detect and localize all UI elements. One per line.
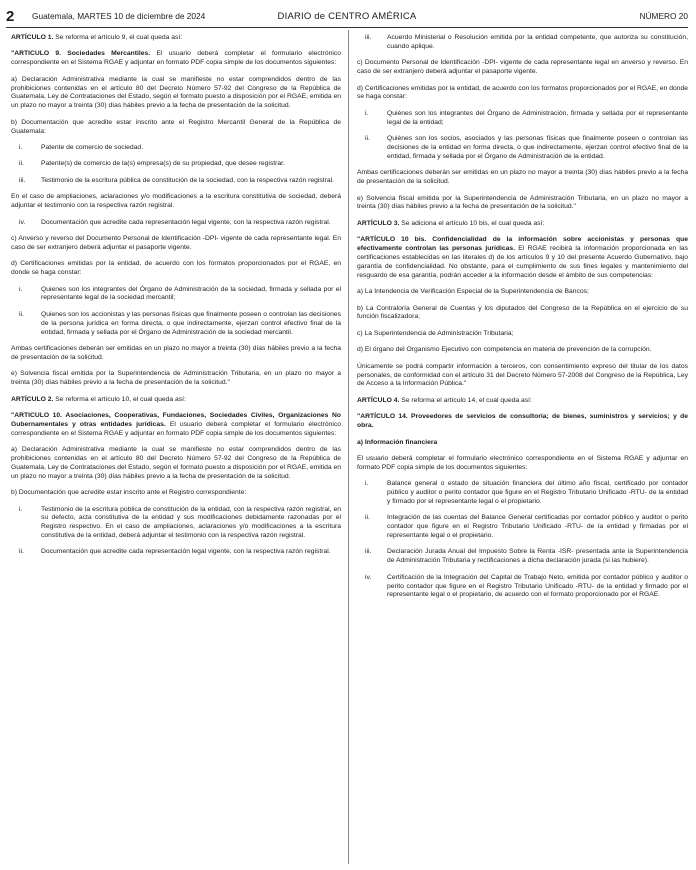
paragraph: Únicamente se podrá compartir información a terceros, con consentimiento expreso del titular de los datos personales, de conformidad con el artículo 31 del Decreto Número 57-2008 del Congreso de la República, Ley de Acceso a la Información Pública."	[357, 362, 688, 388]
article-10-bis-text: "ARTÍCULO 10 bis. Confidencialidad de la información sobre accionistas y personas que efectivamente controlan las personas jurídicas. El RGAE recibirá la información proporcionada en las certificaciones establecidas en las literales d) de los artículos 9 y 10 del presente Acuerdo Gubernativo, bajo garantía de confidencialidad. No obstante, para el cumplimiento de sus fines legales y mantenimiento del resguardo de esa garantía, podrán acceder a la información desde el ámbito de sus competencias:	[357, 236, 688, 279]
paragraph: Ambas certificaciones deberán ser emitidas en un plazo no mayor a treinta (30) días hábiles previo a la fecha de presentación de la solicitud.	[357, 169, 688, 186]
financial-info-heading: a) Información financiera	[357, 438, 438, 446]
newspaper-title: DIARIO de CENTRO AMÉRICA	[277, 10, 417, 22]
paragraph: e) Solvencia fiscal emitida por la Superintendencia de Administración Tributaria, en un plazo no mayor a treinta (30) días hábiles previo a la fecha de presentación de la solicitud."	[11, 370, 341, 387]
list-item: i. Patente de comercio de sociedad.	[19, 143, 144, 151]
header-rule	[6, 27, 688, 28]
list-item: iii. Acuerdo Ministerial o Resolución emitida por la entidad competente, que autoriza su constitución, cuando aplique.	[365, 34, 688, 50]
paragraph: d) Certificaciones emitidas por la entidad, de acuerdo con los formatos proporcionados por el RGAE, en donde se haga constar:	[357, 84, 688, 101]
list-item: i. Balance general o estado de situación financiera del último año fiscal, certificado por contador público y auditor o perito contador que figure en el Registro Tributario Unificado -RTU- de la entidad y firmado por el representante legal o el propietario.	[365, 480, 688, 505]
paragraph: c) Anverso y reverso del Documento Personal de Identificación -DPI- vigente de cada representante legal. En caso de ser extranjero deberá adjuntar el pasaporte vigente.	[11, 235, 341, 251]
list-item: iv. Documentación que acredite cada representación legal vigente, con la respectiva razón registral.	[19, 218, 331, 226]
paragraph: a) La Intendencia de Verificación Especial de la Superintendencia de Bancos;	[357, 288, 589, 296]
article-10-text: "ARTICULO 10. Asociaciones, Cooperativas, Fundaciones, Sociedades Civiles, Organizaciones No Gubernamentales y otras entidades jurídicas. El usuario deberá completar el formulario electrónico correspondiente en el Sistema RGAE y adjuntar en formato PDF copia simple de los documentos siguientes:	[11, 411, 341, 437]
list-item: i. Quiénes son los integrantes del Órgano de Administración, firmada y sellada por el representante legal de la entidad;	[365, 109, 688, 126]
paragraph: b) La Contraloría General de Cuentas y los diputados del Congreso de la República en el ejercicio de su función fiscalizadora;	[357, 304, 688, 321]
paragraph: d) El órgano del Organismo Ejecutivo con competencia en materia de prevención de la corrupción.	[357, 346, 652, 354]
article-1-heading: ARTÍCULO 1. Se reforma el artículo 9, el cual queda así:	[11, 34, 183, 41]
list-item: ii. Quiénes son los socios, asociados y las personas físicas que finalmente poseen o controlan las decisiones de la entidad en forma directa, o que indirectamente, ejerzan control efectivo final de la entidad, firmada y sellada por el Órgano de Administración de la entidad.	[365, 135, 688, 160]
list-item: iii. Testimonio de la escritura pública de constitución de la sociedad, con la respectiva razón registral.	[19, 176, 335, 184]
paragraph: b) Documentación que acredite estar inscrito ante el Registro correspondiente:	[11, 489, 247, 497]
paragraph: c) La Superintendencia de Administración Tributaria;	[357, 329, 514, 337]
article-3-heading: ARTÍCULO 3. Se adiciona el artículo 10 bis, el cual queda así:	[357, 219, 545, 227]
list-item: iv. Certificación de la Integración del Capital de Trabajo Neto, emitida por contador público y auditor o perito contador que figure en el Registro Tributario Unificado -RTU- de la entidad y firmado por el representante legal o el propietario, de acuerdo con el formato proporcionado por el RGAE.	[365, 573, 688, 599]
list-item: ii. Documentación que acredite cada representación legal vigente, con la respectiva razón registral.	[19, 548, 331, 556]
paragraph: a) Declaración Administrativa mediante la cual se manifieste no estar comprendidos dentro de las prohibiciones contenidas en el artículo 80 del Decreto Número 57-92 del Congreso de la República de Guatemala, Ley de Contrataciones del Estado, según el formato puesto a disposición por el RGAE, emitida en un plazo no mayor a treinta (30) días hábiles previo a la fecha de presentación de la solicitud.	[11, 75, 341, 110]
list-item: ii. Quienes son los accionistas y las personas físicas que finalmente poseen o controlan las decisiones de la persona jurídica en forma directa, o que indirectamente, ejerzan control efectivo final de la entidad, firmada y sellada por el Órgano de Administración de la sociedad mercantil.	[19, 310, 341, 336]
article-14-heading: "ARTÍCULO 14. Proveedores de servicios de consultoría; de bienes, suministros y servicios; y de obra.	[357, 413, 688, 430]
left-column	[11, 34, 341, 565]
list-item: ii. Integración de las cuentas del Balance General certificadas por contador público y auditor o perito contador que figure en el Registro Tributario Unificado -RTU- de la entidad y firmadas por el representante legal o el propietario.	[365, 514, 688, 540]
column-divider	[348, 30, 349, 864]
paragraph: b) Documentación que acredite estar inscrito ante el Registro Mercantil General de la República de Guatemala:	[11, 118, 341, 135]
paragraph: Ambas certificaciones deberán ser emitidas en un plazo no mayor a treinta (30) días hábiles previo a la fecha de presentación de la solicitud.	[11, 344, 341, 361]
paragraph: En el caso de ampliaciones, aclaraciones y/o modificaciones a la escritura constitutiva de sociedad, deberá adjuntar el testimonio con la respectiva razón registral.	[11, 193, 341, 210]
issue-date: Guatemala, MARTES 10 de diciembre de 2024	[32, 11, 206, 21]
page-number: 2	[6, 7, 15, 25]
article-9-text: "ARTICULO 9. Sociedades Mercantiles. El usuario deberá completar el formulario electrónico correspondiente en el Sistema RGAE y adjuntar en formato PDF copia simple de los documentos siguientes:	[11, 50, 341, 67]
list-item: ii. Patente(s) de comercio de la(s) empresa(s) de su propiedad, que desee registrar.	[19, 160, 285, 168]
paragraph: d) Certificaciones emitidas por la entidad, de acuerdo con los formatos proporcionados por el RGAE, en donde se haga constar:	[11, 260, 341, 277]
issue-number: NÚMERO 20	[639, 11, 688, 21]
list-item: i. Quienes son los integrantes del Órgano de Administración de la sociedad, firmada y sellada por el representante legal de la sociedad mercantil;	[19, 285, 341, 302]
page-header	[6, 6, 688, 26]
paragraph: El usuario deberá completar el formulario electrónico correspondiente en el Sistema RGAE y adjuntar en formato PDF copia simple de los documentos siguientes:	[357, 454, 688, 471]
paragraph: c) Documento Personal de Identificación -DPI- vigente de cada representante legal en anverso y reverso. En caso de ser extranjero deberá adjuntar el pasaporte vigente.	[357, 59, 688, 76]
list-item: iii. Declaración Jurada Anual del Impuesto Sobre la Renta -ISR- presentada ante la Superintendencia de Administración Tributaria y rectificaciones a dicha declaración jurada (si las hubiere).	[365, 548, 688, 565]
right-column	[357, 34, 688, 608]
list-item: i. Testimonio de la escritura pública de constitución de la entidad, con la respectiva razón registral, en su defecto, acta constitutiva de la entidad y sus modificaciones debidamente razonadas por el Registro respectivo. En el caso de ampliaciones, aclaraciones y/o modificaciones a la escritura constitutiva de la entidad, deberá adjuntar el testimonio con la respectiva razón registral.	[19, 505, 341, 540]
article-2-heading: ARTÍCULO 2. Se reforma el artículo 10, el cual queda así:	[11, 395, 186, 403]
paragraph: e) Solvencia fiscal emitida por la Superintendencia de Administración Tributaria, en un plazo no mayor a treinta (30) días hábiles previo a la fecha de presentación de la solicitud."	[357, 194, 688, 211]
article-4-heading: ARTÍCULO 4. Se reforma el artículo 14, el cual queda así:	[357, 396, 532, 404]
paragraph: a) Declaración Administrativa mediante la cual se manifieste no estar comprendidos dentro de las prohibiciones contenidas en el artículo 80 del Decreto Número 57-92 del Congreso de la República de Guatemala, Ley de Contrataciones del Estado, según el formato puesto a disposición por el RGAE, emitida en un plazo no mayor a treinta (30) días hábiles previo a la fecha de presentación de la solicitud.	[11, 446, 341, 480]
